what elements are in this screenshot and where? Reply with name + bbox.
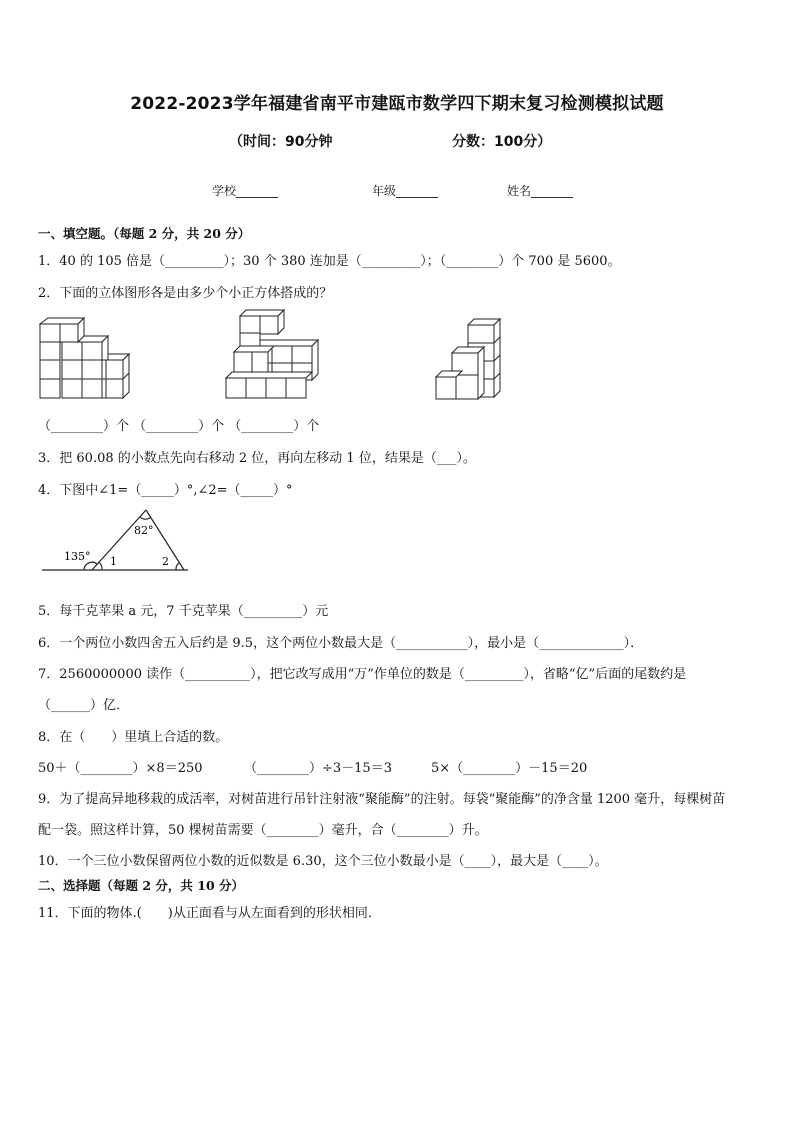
name-field[interactable]: 姓名_______ bbox=[507, 184, 574, 198]
angle-triangle-figure bbox=[40, 506, 190, 576]
section-fill-blank-heading: 一、填空题。（每题 2 分，共 20 分） bbox=[38, 226, 251, 241]
question-2: 2．下面的立体图形各是由多少个小正方体搭成的？ bbox=[38, 286, 333, 301]
question-9-line2: 配一袋。照这样计算，50 棵树苗需要（________）毫升，合（________）升。 bbox=[38, 823, 488, 838]
angle-exterior-label: 135° bbox=[64, 550, 91, 563]
question-3: 3．把 60.08 的小数点先向右移动 2 位，再向左移动 1 位，结果是（___）。 bbox=[38, 451, 476, 466]
question-5: 5．每千克苹果 a 元，7 千克苹果（_________）元 bbox=[38, 604, 329, 619]
question-6: 6．一个两位小数四舍五入后约是 9.5，这个两位小数最大是（___________），最小是（_____________）． bbox=[38, 636, 644, 651]
cube-figure-3 bbox=[430, 315, 510, 405]
school-field[interactable]: 学校_______ bbox=[212, 184, 279, 198]
question-2-answers: （________）个 （________）个 （________）个 bbox=[38, 419, 320, 434]
question-11: 11．下面的物体.( )从正面看与从左面看到的形状相同． bbox=[38, 906, 381, 921]
page-title: 2022-2023学年福建省南平市建瓯市数学四下期末复习检测模拟试题 bbox=[130, 94, 664, 114]
question-8-item-1: 50＋（________）×8＝250 bbox=[38, 761, 203, 776]
cube-figure-1 bbox=[36, 308, 136, 403]
question-8-item-2: （________）÷3－15＝3 bbox=[244, 761, 392, 776]
question-8-item-3: 5×（________）－15＝20 bbox=[431, 761, 588, 776]
cube-figure-2 bbox=[222, 308, 328, 403]
angle-1-label: 1 bbox=[110, 555, 117, 568]
question-7-line1: 7．2560000000 读作（__________），把它改写成用“万”作单位的数是（_________），省略“亿”后面的尾数约是 bbox=[38, 667, 687, 682]
angle-top-label: 82° bbox=[134, 524, 154, 537]
time-info: （时间：90分钟 bbox=[229, 134, 333, 150]
section-choice-heading: 二、选择题（每题 2 分，共 10 分） bbox=[38, 878, 245, 893]
angle-2-label: 2 bbox=[162, 555, 169, 568]
question-8: 8．在（ ）里填上合适的数。 bbox=[38, 730, 229, 745]
question-1: 1．40 的 105 倍是（_________）；30 个 380 连加是（_________）；（________）个 700 是 5600。 bbox=[38, 254, 621, 269]
score-info: 分数：100分） bbox=[452, 134, 552, 150]
grade-field[interactable]: 年级_______ bbox=[372, 184, 439, 198]
question-10: 10．一个三位小数保留两位小数的近似数是 6.30，这个三位小数最小是（____），最大是（____）。 bbox=[38, 854, 608, 869]
question-9-line1: 9．为了提高异地移栽的成活率，对树苗进行吊针注射液“聚能酶”的注射。每袋“聚能酶”的净含量 1200 毫升，每棵树苗 bbox=[38, 792, 726, 807]
question-4: 4．下图中∠1=（_____）°,∠2=（_____）° bbox=[38, 483, 293, 498]
question-7-line2: （______）亿． bbox=[38, 698, 130, 713]
